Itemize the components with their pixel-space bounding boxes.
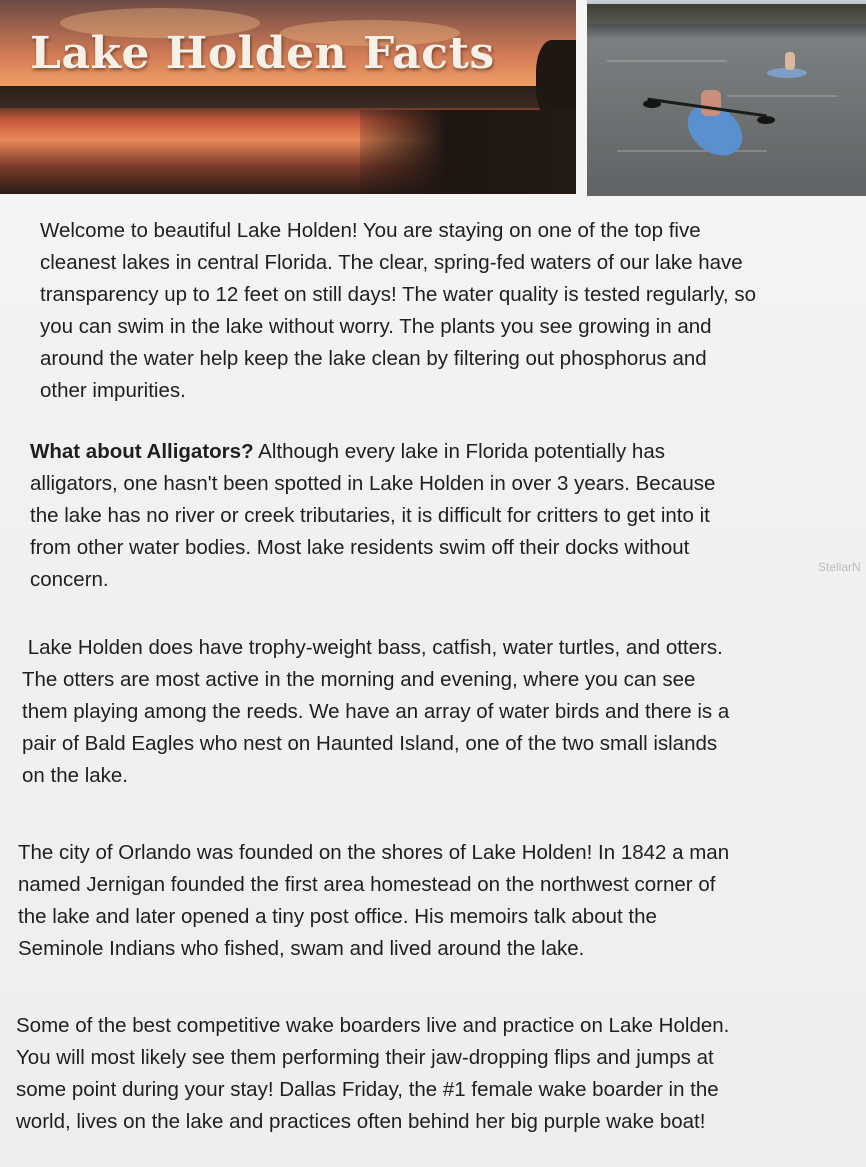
alligators-heading: What about Alligators? (30, 440, 254, 463)
kayak-photo (587, 0, 866, 196)
watermark: StellarN (818, 560, 861, 574)
history-paragraph (18, 837, 729, 965)
text-line: the lake and later opened a tiny post office. His memoirs talk about the (18, 905, 657, 928)
shoreline (587, 4, 866, 24)
alligators-paragraph (30, 436, 715, 596)
text-line: from other water bodies. Most lake residents swim off their docks without (30, 536, 690, 559)
wakeboard-paragraph (16, 1010, 729, 1138)
text-line: the lake has no river or creek tributaries, it is difficult for critters to get into it (30, 504, 710, 527)
dock-silhouette (360, 110, 576, 194)
tree-silhouette (536, 40, 576, 120)
text-line: You will most likely see them performing their jaw-dropping flips and jumps at (16, 1046, 714, 1069)
page-title: Lake Holden Facts (30, 28, 495, 79)
text-line: transparency up to 12 feet on still days! The water quality is tested regularly, so (40, 283, 756, 306)
text-line: on the lake. (22, 764, 128, 787)
text-line: concern. (30, 568, 109, 591)
text-line: pair of Bald Eagles who nest on Haunted Island, one of the two small islands (22, 732, 718, 755)
text-line: around the water help keep the lake clean by filtering out phosphorus and (40, 347, 707, 370)
text-line: other impurities. (40, 379, 186, 402)
wildlife-paragraph (22, 632, 729, 792)
text-line: Welcome to beautiful Lake Holden! You are staying on one of the top five (40, 219, 701, 242)
sunset-photo (0, 0, 576, 194)
intro-paragraph (40, 215, 756, 407)
text-line: alligators, one hasn't been spotted in Lake Holden in over 3 years. Because (30, 472, 716, 495)
text-line: some point during your stay! Dallas Friday, the #1 female wake boarder in the (16, 1078, 719, 1101)
text-line: you can swim in the lake without worry. The plants you see growing in and (40, 315, 712, 338)
text-line: Lake Holden does have trophy-weight bass, catfish, water turtles, and otters. (22, 636, 723, 659)
text-line: world, lives on the lake and practices often behind her big purple wake boat! (16, 1110, 706, 1133)
text-fragment: Although every lake in Florida potentially has (253, 440, 665, 463)
text-line: Seminole Indians who fished, swam and lived around the lake. (18, 937, 585, 960)
text-line: named Jernigan founded the first area homestead on the northwest corner of (18, 873, 716, 896)
text-line: The city of Orlando was founded on the shores of Lake Holden! In 1842 a man (18, 841, 730, 864)
text-line (30, 436, 715, 468)
kayaker-near (701, 90, 721, 116)
text-line: cleanest lakes in central Florida. The clear, spring-fed waters of our lake have (40, 251, 743, 274)
kayaker-far (785, 52, 795, 70)
text-line: The otters are most active in the morning and evening, where you can see (22, 668, 696, 691)
text-line: Some of the best competitive wake boarders live and practice on Lake Holden. (16, 1014, 730, 1037)
text-line: them playing among the reeds. We have an array of water birds and there is a (22, 700, 730, 723)
treeline (0, 86, 576, 108)
